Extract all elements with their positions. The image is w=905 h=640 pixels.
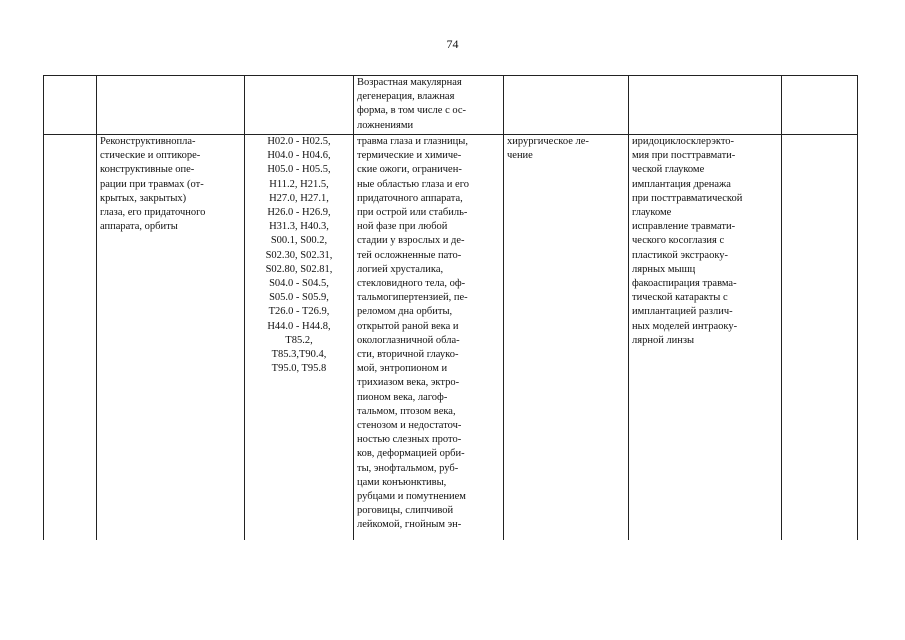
cell-treatment-type	[504, 76, 629, 135]
cell-treatment-method: иридоциклосклерэкто- мия при посттравмати- ческой глаукоме имплантация дренажа при посттравматической глаукоме исправление травмати- ческого косоглазия с пластикой экстраоку- лярных мышц факоаспирация травма- тической катаракты с имплантацией различ- ных моделей интраоку- лярной линзы	[629, 135, 782, 541]
table-row-continued	[44, 76, 858, 135]
cell-intervention-group: Реконструктивнопла- стические и оптикоре- конструктивные опе- рации при травмах (от- крытых, закрытых) глаза, его придаточного аппарата, орбиты	[97, 135, 245, 541]
cell-treatment-type: хирургическое ле- чение	[504, 135, 629, 541]
cell-icd-codes	[245, 76, 354, 135]
cell-icd-codes: H02.0 - H02.5, H04.0 - H04.6, H05.0 - H05.5, H11.2, H21.5, H27.0, H27.1, H26.0 - H26.9, H31.3, H40.3, S00.1, S00.2, S02.30, S02.31, S02.80, S02.81, S04.0 - S04.5, S05.0 - S05.9, T26.0 - T26.9, H44.0 - H44.8, T85.2, T85.3,T90.4, T95.0, T95.8	[245, 135, 354, 541]
cell-intervention-group	[97, 76, 245, 135]
page-number: 74	[446, 37, 459, 51]
cell-number	[44, 76, 97, 135]
cell-cost	[782, 76, 858, 135]
cell-number	[44, 135, 97, 541]
cell-patient-model: травма глаза и глазницы, термические и химиче- ские ожоги, ограничен- ные областью глаза и его придаточного аппарата, при острой или стабиль- ной фазе при любой стадии у взрослых и де- тей осложненные пато- логией хрусталика, стекловидного тела, оф- тальмогипертензией, пе- реломом дна орбиты, открытой раной века и окологлазничной обла- сти, вторичной глауко- мой, энтропионом и трихиазом века, эктро- пионом века, лагоф- тальмом, птозом века, стенозом и недостаточ- ностью слезных прото- ков, деформацией орби- ты, энофтальмом, руб- цами конъюнктивы, рубцами и помутнением роговицы, слипчивой лейкомой, гнойным эн-	[354, 135, 504, 541]
table-row-main	[44, 135, 858, 541]
procedures-table	[43, 75, 858, 540]
cell-cost	[782, 135, 858, 541]
cell-treatment-method	[629, 76, 782, 135]
cell-patient-model: Возрастная макулярная дегенерация, влажная форма, в том числе с ос- ложнениями	[354, 76, 504, 135]
